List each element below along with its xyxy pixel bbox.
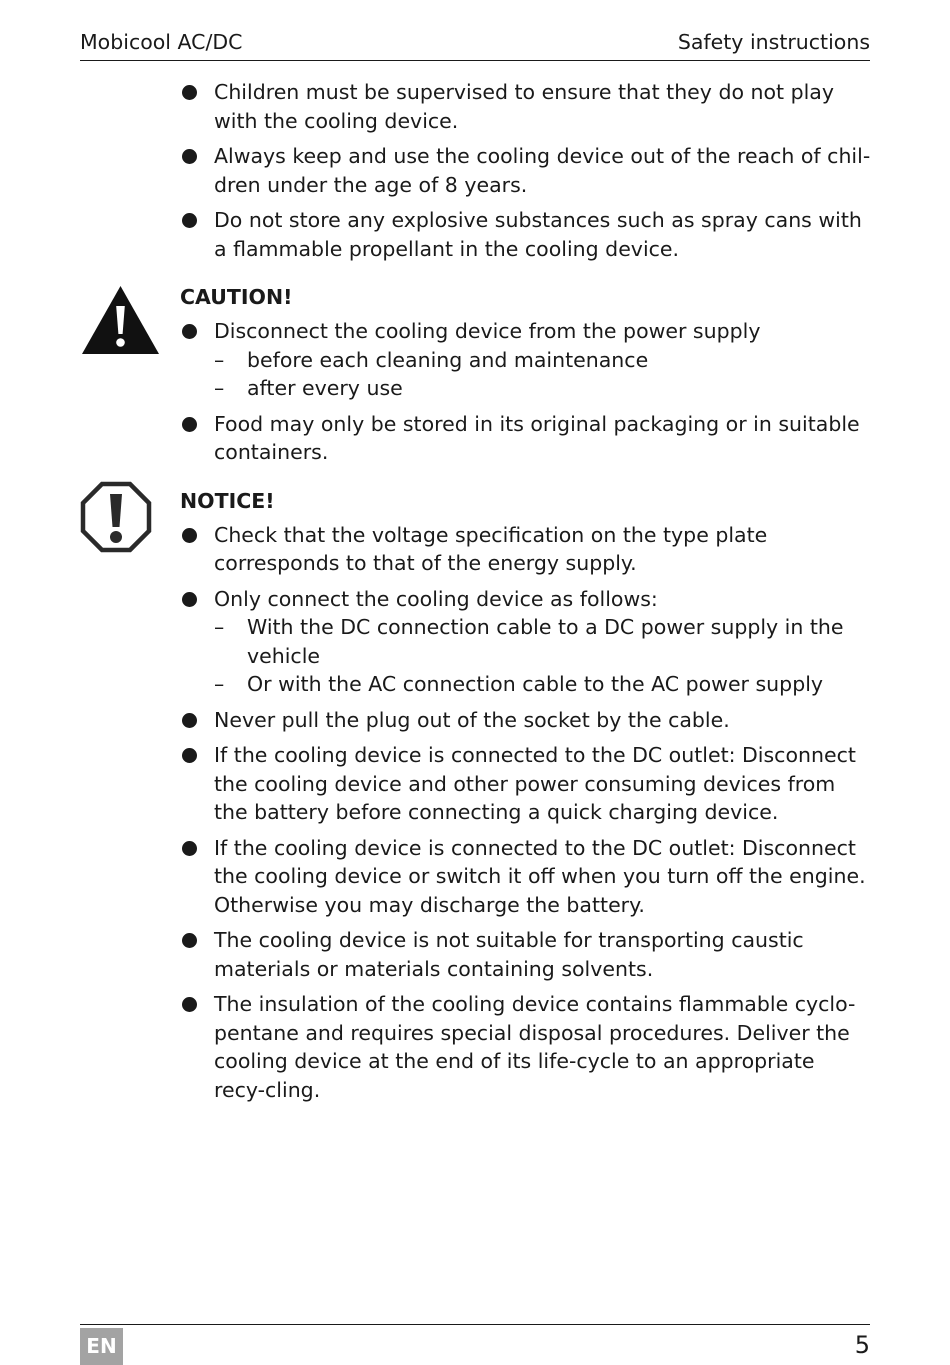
header-product-name: Mobicool AC/DC bbox=[80, 30, 243, 54]
list-item: Always keep and use the cooling device out of the reach of chil-dren under the age of 8 years. bbox=[180, 142, 872, 199]
list-item-text: Disconnect the cooling device from the power supply bbox=[214, 319, 761, 343]
caution-heading: CAUTION! bbox=[180, 285, 293, 309]
list-item: Children must be supervised to ensure that they do not play with the cooling device. bbox=[180, 78, 872, 135]
list-item: Do not store any explosive substances such as spray cans with a flammable propellant in the cooling device. bbox=[180, 206, 872, 263]
list-item bbox=[180, 317, 872, 403]
caution-section bbox=[180, 283, 872, 467]
intro-list bbox=[180, 78, 872, 263]
notice-section bbox=[180, 487, 872, 1105]
notice-list bbox=[180, 521, 872, 1105]
list-item: Food may only be stored in its original packaging or in suitable containers. bbox=[180, 410, 872, 467]
list-item: The cooling device is not suitable for transporting caustic materials or materials containing solvents. bbox=[180, 926, 872, 983]
sub-list-item: – before each cleaning and maintenance bbox=[214, 346, 872, 375]
sub-list-item: – With the DC connection cable to a DC power supply in the vehicle bbox=[214, 613, 872, 670]
list-item bbox=[180, 585, 872, 699]
caution-list bbox=[180, 317, 872, 467]
page-footer bbox=[80, 1324, 870, 1365]
sub-list bbox=[214, 346, 872, 403]
list-item: The insulation of the cooling device contains flammable cyclo-pentane and requires special disposal procedures. Deliver the cooling device at the end of its life-cycle to an appropriate recy-cling. bbox=[180, 990, 872, 1104]
notice-octagon-icon bbox=[80, 481, 152, 553]
list-item: If the cooling device is connected to the DC outlet: Disconnect the cooling device and other power consuming devices from the battery before connecting a quick charging device. bbox=[180, 741, 872, 827]
sub-list bbox=[214, 613, 872, 699]
list-item-text: Only connect the cooling device as follows: bbox=[214, 586, 658, 611]
notice-heading: NOTICE! bbox=[180, 488, 275, 513]
list-item: Never pull the plug out of the socket by the cable. bbox=[180, 706, 872, 735]
sub-list-item: – Or with the AC connection cable to the AC power supply bbox=[214, 670, 872, 699]
page-number: 5 bbox=[854, 1331, 870, 1359]
warning-triangle-icon bbox=[80, 284, 161, 356]
page-header bbox=[80, 28, 870, 61]
list-item: If the cooling device is connected to the DC outlet: Disconnect the cooling device or switch it off when you turn off the engine. Otherwise you may discharge the battery. bbox=[180, 834, 872, 920]
header-section-title: Safety instructions bbox=[677, 30, 870, 54]
page-content bbox=[180, 78, 872, 1111]
language-badge: EN bbox=[80, 1328, 123, 1365]
list-item: Check that the voltage specification on the type plate corresponds to that of the energy supply. bbox=[180, 521, 872, 578]
sub-list-item: – after every use bbox=[214, 374, 872, 403]
